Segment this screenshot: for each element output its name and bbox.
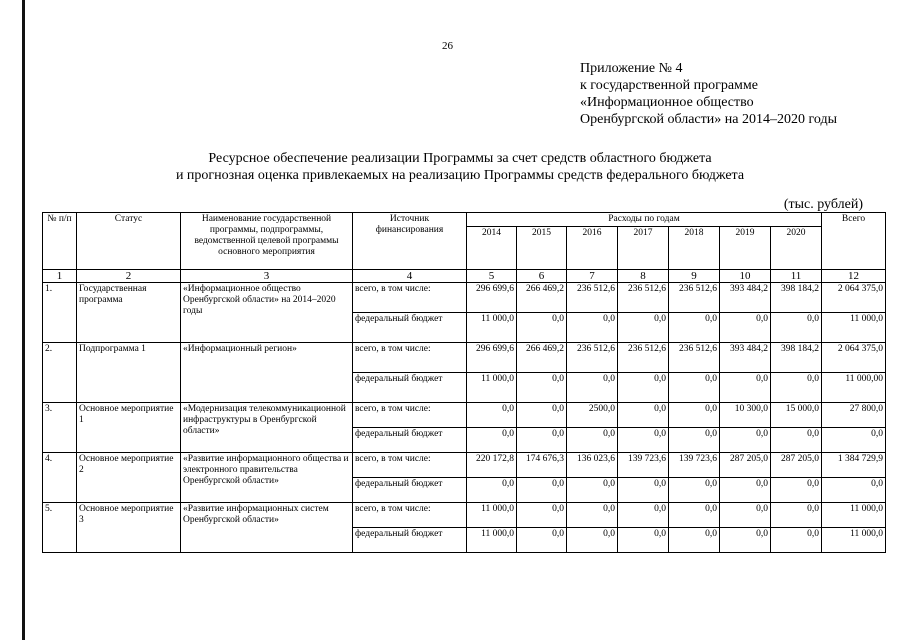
appendix-line: «Информационное общество <box>580 95 754 110</box>
column-index: 12 <box>822 270 886 283</box>
header-year: 2017 <box>618 227 669 270</box>
year-value: 393 484,2 <box>720 343 771 373</box>
units-label: (тыс. рублей) <box>783 197 863 212</box>
year-value: 0,0 <box>669 428 720 453</box>
header-year: 2015 <box>517 227 567 270</box>
year-value: 0,0 <box>567 528 618 553</box>
year-value: 236 512,6 <box>567 343 618 373</box>
funding-source: всего, в том числе: <box>353 283 467 313</box>
year-value: 0,0 <box>720 503 771 528</box>
year-value: 174 676,3 <box>517 453 567 478</box>
column-index: 3 <box>181 270 353 283</box>
year-value: 266 469,2 <box>517 343 567 373</box>
year-value: 11 000,0 <box>467 313 517 343</box>
year-value: 11 000,0 <box>467 373 517 403</box>
year-value: 393 484,2 <box>720 283 771 313</box>
year-value: 287 205,0 <box>720 453 771 478</box>
total-value: 2 064 375,0 <box>822 343 886 373</box>
table-row <box>43 343 886 373</box>
header-year: 2014 <box>467 227 517 270</box>
year-value: 0,0 <box>467 403 517 428</box>
title-line-1: Ресурсное обеспечение реализации Программы за счет средств областного бюджета <box>208 151 712 166</box>
funding-source: всего, в том числе: <box>353 453 467 478</box>
total-value: 1 384 729,9 <box>822 453 886 478</box>
header-status: Статус <box>77 213 181 270</box>
header-name: Наименование государственной программы, подпрограммы, ведомственной целевой программы основного мероприятия <box>181 213 353 270</box>
column-index: 2 <box>77 270 181 283</box>
year-value: 0,0 <box>567 373 618 403</box>
year-value: 11 000,0 <box>467 503 517 528</box>
row-status: Основное мероприятие 2 <box>77 453 181 503</box>
row-program-name: «Модернизация телекоммуникационной инфраструктуры в Оренбургской области» <box>181 403 353 453</box>
column-index: 4 <box>353 270 467 283</box>
total-value: 11 000,0 <box>822 503 886 528</box>
year-value: 296 699,6 <box>467 343 517 373</box>
funding-source: федеральный бюджет <box>353 313 467 343</box>
header-year: 2018 <box>669 227 720 270</box>
year-value: 139 723,6 <box>618 453 669 478</box>
year-value: 0,0 <box>771 373 822 403</box>
funding-source: всего, в том числе: <box>353 403 467 428</box>
column-index: 8 <box>618 270 669 283</box>
year-value: 236 512,6 <box>567 283 618 313</box>
appendix-line: к государственной программе <box>580 78 758 93</box>
year-value: 0,0 <box>771 503 822 528</box>
column-index: 9 <box>669 270 720 283</box>
total-value: 11 000,0 <box>822 313 886 343</box>
row-program-name: «Развитие информационных систем Оренбургской области» <box>181 503 353 553</box>
total-value: 0,0 <box>822 428 886 453</box>
year-value: 0,0 <box>771 528 822 553</box>
row-number: 3. <box>43 403 77 453</box>
year-value: 0,0 <box>720 528 771 553</box>
total-value: 11 000,00 <box>822 373 886 403</box>
year-value: 287 205,0 <box>771 453 822 478</box>
header-total: Всего <box>822 213 886 270</box>
column-index: 5 <box>467 270 517 283</box>
table-row <box>43 403 886 428</box>
year-value: 0,0 <box>517 428 567 453</box>
year-value: 236 512,6 <box>618 283 669 313</box>
year-value: 0,0 <box>467 428 517 453</box>
year-value: 0,0 <box>517 528 567 553</box>
year-value: 0,0 <box>669 373 720 403</box>
total-value: 0,0 <box>822 478 886 503</box>
page-edge <box>22 0 25 640</box>
row-program-name: «Развитие информационного общества и электронного правительства Оренбургской области» <box>181 453 353 503</box>
funding-source: федеральный бюджет <box>353 428 467 453</box>
funding-source: всего, в том числе: <box>353 503 467 528</box>
year-value: 11 000,0 <box>467 528 517 553</box>
column-index: 6 <box>517 270 567 283</box>
year-value: 10 300,0 <box>720 403 771 428</box>
header-year: 2020 <box>771 227 822 270</box>
funding-source: федеральный бюджет <box>353 373 467 403</box>
year-value: 0,0 <box>720 373 771 403</box>
title-line-2: и прогнозная оценка привлекаемых на реализацию Программы средств федерального бюджета <box>175 168 745 183</box>
year-value: 0,0 <box>669 528 720 553</box>
year-value: 0,0 <box>517 478 567 503</box>
budget-table <box>42 212 886 553</box>
year-value: 0,0 <box>720 478 771 503</box>
document-title <box>60 150 860 184</box>
year-value: 0,0 <box>618 528 669 553</box>
year-value: 0,0 <box>567 313 618 343</box>
year-value: 0,0 <box>517 503 567 528</box>
year-value: 0,0 <box>467 478 517 503</box>
year-value: 0,0 <box>517 313 567 343</box>
row-status: Подпрограмма 1 <box>77 343 181 403</box>
header-year: 2016 <box>567 227 618 270</box>
year-value: 0,0 <box>771 313 822 343</box>
header-expenses: Расходы по годам <box>467 213 822 227</box>
column-index: 7 <box>567 270 618 283</box>
year-value: 0,0 <box>517 403 567 428</box>
year-value: 0,0 <box>618 373 669 403</box>
row-status: Государственная программа <box>77 283 181 343</box>
year-value: 136 023,6 <box>567 453 618 478</box>
year-value: 0,0 <box>618 313 669 343</box>
year-value: 236 512,6 <box>669 283 720 313</box>
total-value: 2 064 375,0 <box>822 283 886 313</box>
row-number: 2. <box>43 343 77 403</box>
year-value: 236 512,6 <box>669 343 720 373</box>
appendix-line: Оренбургской области» на 2014–2020 годы <box>580 112 837 127</box>
page-number: 26 <box>442 40 453 52</box>
appendix-line: Приложение № 4 <box>580 61 683 76</box>
year-value: 0,0 <box>720 313 771 343</box>
year-value: 0,0 <box>771 428 822 453</box>
year-value: 0,0 <box>669 313 720 343</box>
header-source: Источник финансирования <box>353 213 467 270</box>
column-index: 10 <box>720 270 771 283</box>
table-row <box>43 503 886 528</box>
year-value: 296 699,6 <box>467 283 517 313</box>
funding-source: всего, в том числе: <box>353 343 467 373</box>
year-value: 0,0 <box>618 428 669 453</box>
year-value: 0,0 <box>771 478 822 503</box>
year-value: 15 000,0 <box>771 403 822 428</box>
row-status: Основное мероприятие 1 <box>77 403 181 453</box>
year-value: 0,0 <box>720 428 771 453</box>
year-value: 0,0 <box>669 478 720 503</box>
row-number: 4. <box>43 453 77 503</box>
row-program-name: «Информационное общество Оренбургской области» на 2014–2020 годы <box>181 283 353 343</box>
table-row <box>43 283 886 313</box>
year-value: 0,0 <box>618 403 669 428</box>
year-value: 0,0 <box>669 403 720 428</box>
year-value: 139 723,6 <box>669 453 720 478</box>
year-value: 0,0 <box>618 503 669 528</box>
year-value: 398 184,2 <box>771 283 822 313</box>
year-value: 0,0 <box>618 478 669 503</box>
header-year: 2019 <box>720 227 771 270</box>
row-program-name: «Информационный регион» <box>181 343 353 403</box>
year-value: 236 512,6 <box>618 343 669 373</box>
row-number: 5. <box>43 503 77 553</box>
year-value: 0,0 <box>567 503 618 528</box>
year-value: 0,0 <box>567 478 618 503</box>
table-row <box>43 453 886 478</box>
year-value: 2500,0 <box>567 403 618 428</box>
year-value: 266 469,2 <box>517 283 567 313</box>
year-value: 0,0 <box>517 373 567 403</box>
total-value: 27 800,0 <box>822 403 886 428</box>
funding-source: федеральный бюджет <box>353 528 467 553</box>
year-value: 220 172,8 <box>467 453 517 478</box>
column-index: 1 <box>43 270 77 283</box>
row-status: Основное мероприятие 3 <box>77 503 181 553</box>
total-value: 11 000,0 <box>822 528 886 553</box>
appendix-note <box>580 60 837 128</box>
row-number: 1. <box>43 283 77 343</box>
column-index: 11 <box>771 270 822 283</box>
year-value: 398 184,2 <box>771 343 822 373</box>
funding-source: федеральный бюджет <box>353 478 467 503</box>
year-value: 0,0 <box>567 428 618 453</box>
header-num: № п/п <box>43 213 77 270</box>
year-value: 0,0 <box>669 503 720 528</box>
